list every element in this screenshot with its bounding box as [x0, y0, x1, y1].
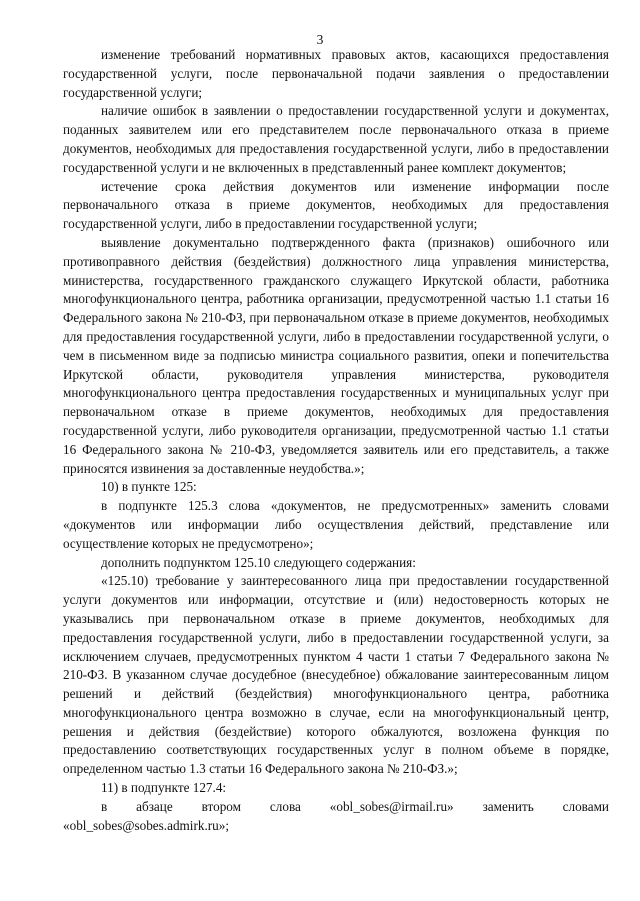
- paragraph-8: «125.10) требование у заинтересованного лица при предоставлении государственной услуги документов или информации, отсутствие и (или) недостоверность которых не указывались при первоначальном отказе в приеме документов, необходимых для предоставления государственной услуги, либо в предоставлении государственной услуги, за исключением случаев, предусмотренных пунктом 4 части 1 статьи 7 Федерального закона № 210-ФЗ. В указанном случае досудебное (внесудебное) обжалование заинтересованным лицом решений и действий (бездействия) многофункционального центра, работника многофункционального центра возможно в случае, если на многофункциональный центр, решения и действия (бездействие) которого обжалуются, возложена функция по предоставлению соответствующих государственных услуг в полном объеме в порядке, определенном частью 1.3 статьи 16 Федерального закона № 210-ФЗ.»;: [63, 573, 609, 777]
- paragraph-10: в абзаце втором слова «obl_sobes@irmail.ru» заменить словами «obl_sobes@sobes.admirk.ru»;: [63, 798, 609, 833]
- paragraph-2: наличие ошибок в заявлении о предоставлении государственной услуги и документах, поданных заявителем или его представителем после первоначального отказа в приеме документов, необходимых для предоставления государственной услуги, либо в предоставлении государственной услуги и не включенных в представленный ранее комплект документов;: [63, 103, 609, 175]
- page-number: 3: [316, 32, 324, 47]
- document-body: [63, 46, 609, 835]
- paragraph-9: 11) в подпункте 127.4:: [101, 780, 227, 796]
- paragraph-4: выявление документально подтвержденного факта (признаков) ошибочного или противоправного действия (бездействия) должностного лица управления министерства, министерства, государственного гражданского служащего Иркутской области, работника многофункционального центра, работника организации, предусмотренной частью 1.1 статьи 16 Федерального закона № 210-ФЗ, при первоначальном отказе в приеме документов, необходимых для предоставления государственной услуги, либо в предоставлении государственной услуги, о чем в письменном виде за подписью министра социального развития, опеки и попечительства Иркутской области, руководителя управления министерства, руководителя многофункционального центра предоставления государственных и муниципальных услуг при первоначальном отказе в приеме документов, необходимых для предоставления государственной услуги, либо руководителя организации, предусмотренной частью 1.1 статьи 16 Федерального закона № 210-ФЗ, уведомляется заявитель или его представитель, а также приносятся извинения за доставленные неудобства.»;: [63, 234, 609, 476]
- paragraph-7: дополнить подпунктом 125.10 следующего содержания:: [101, 554, 416, 570]
- paragraph-5: 10) в пункте 125:: [101, 479, 197, 495]
- paragraph-1: изменение требований нормативных правовых актов, касающихся предоставления государственной услуги, после первоначальной подачи заявления о предоставлении государственной услуги;: [63, 47, 609, 100]
- paragraph-6: в подпункте 125.3 слова «документов, не предусмотренных» заменить словами «документов или информации либо осуществления действий, представление или осуществление которых не предусмотрено»;: [63, 498, 609, 551]
- paragraph-3: истечение срока действия документов или изменение информации после первоначального отказа в приеме документов, необходимых для предоставления государственной услуги, либо в предоставлении государственной услуги;: [63, 178, 609, 232]
